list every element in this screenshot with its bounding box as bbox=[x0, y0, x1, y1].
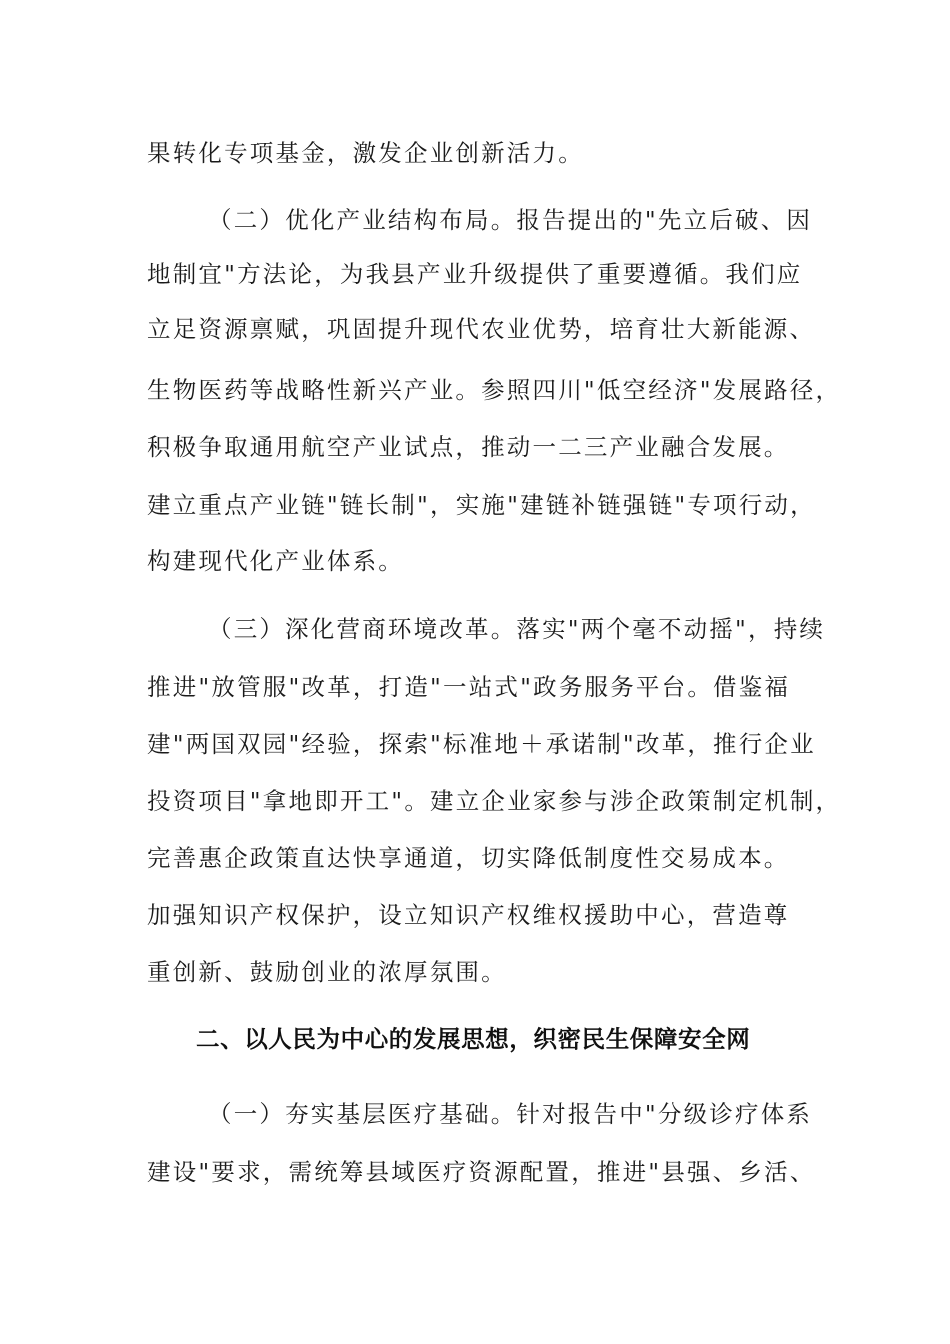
paragraph-heading-line: （一）夯实基层医疗基础。针对报告中"分级诊疗体系 bbox=[208, 1100, 813, 1128]
text-line: 加强知识产权保护，设立知识产权维权援助中心，营造尊 bbox=[147, 901, 790, 929]
text-line: 生物医药等战略性新兴产业。参照四川"低空经济"发展路径， bbox=[147, 376, 842, 404]
text-line: 建"两国双园"经验，探索"标准地＋承诺制"改革，推行企业 bbox=[147, 730, 816, 758]
text-line: 重创新、鼓励创业的浓厚氛围。 bbox=[147, 958, 507, 986]
text-line: 完善惠企政策直达快享通道，切实降低制度性交易成本。 bbox=[147, 844, 790, 872]
text-line: 推进"放管服"改革，打造"一站式"政务服务平台。借鉴福 bbox=[147, 673, 791, 701]
text-line: 建设"要求，需统筹县域医疗资源配置，推进"县强、乡活、 bbox=[147, 1158, 816, 1186]
text-line: 地制宜"方法论，为我县产业升级提供了重要遵循。我们应 bbox=[147, 260, 803, 288]
text-line: 立足资源禀赋，巩固提升现代农业优势，培育壮大新能源、 bbox=[147, 315, 816, 343]
text-line: 投资项目"拿地即开工"。建立企业家参与涉企政策制定机制， bbox=[147, 787, 842, 815]
text-line: 积极争取通用航空产业试点，推动一二三产业融合发展。 bbox=[147, 433, 790, 461]
text-line: 建立重点产业链"链长制"，实施"建链补链强链"专项行动， bbox=[147, 491, 816, 519]
paragraph-heading-line: （二）优化产业结构布局。报告提出的"先立后破、因 bbox=[208, 206, 813, 234]
text-line: 果转化专项基金，激发企业创新活力。 bbox=[147, 139, 584, 167]
paragraph-heading-line: （三）深化营商环境改革。落实"两个毫不动摇"，持续 bbox=[208, 615, 826, 643]
section-heading: 二、以人民为中心的发展思想，织密民生保障安全网 bbox=[196, 1025, 751, 1053]
text-line: 构建现代化产业体系。 bbox=[147, 547, 404, 575]
